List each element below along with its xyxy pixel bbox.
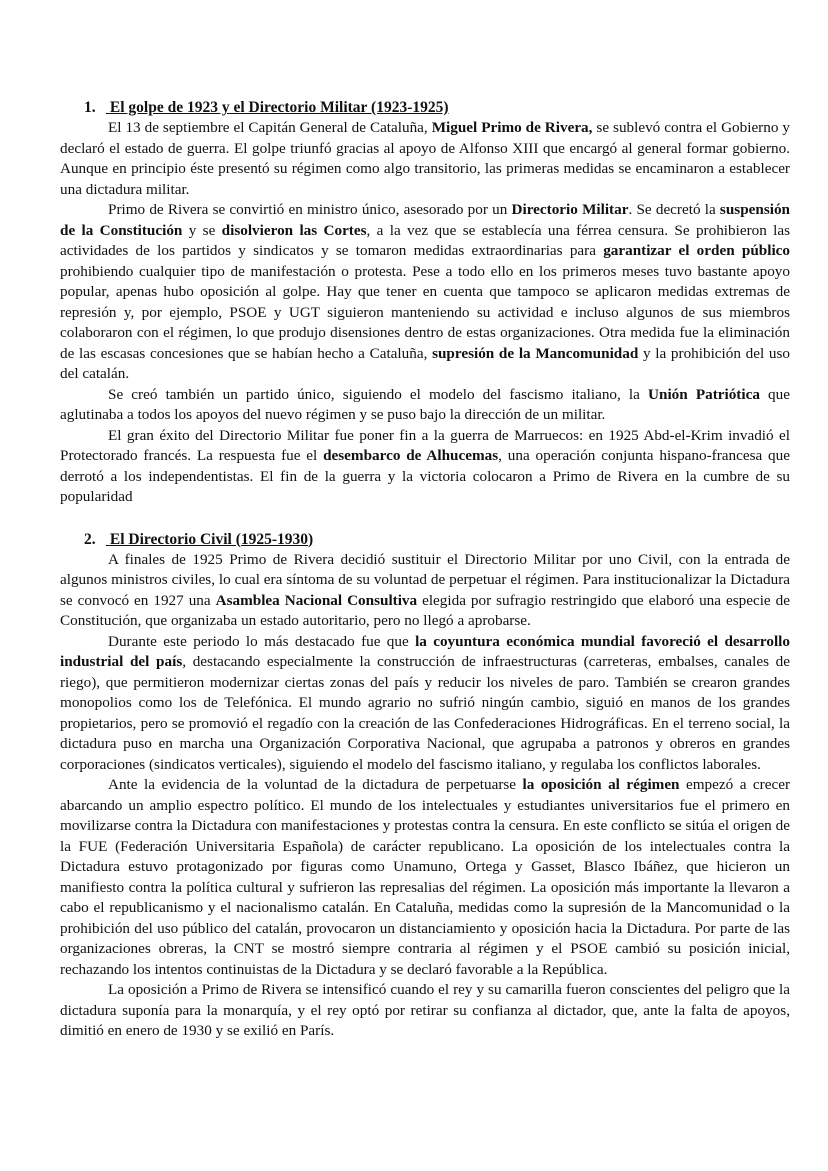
bold-text: Directorio Militar: [511, 201, 629, 218]
paragraph: [60, 426, 790, 508]
bold-text: Unión Patriótica: [648, 385, 760, 403]
bold-text: desembarco de Alhucemas: [323, 447, 499, 464]
section-title: El Directorio Civil (1925-1930): [109, 530, 314, 548]
text-run: elegida por sufragio restringido que elaboró una especie de Constitución, que organizaba un estado autoritario, pero no llegó a aprobarse.: [60, 591, 790, 629]
text-run: empezó a crecer abarcando un amplio espectro político. El mundo de los intelectuales y estudiantes universitarios fue el primero en movilizarse contra la Dictadura con manifestaciones y protestas contra la censura. En este conflicto se sitúa el origen de la FUE (Federación Universitaria Española) de carácter republicano. La oposición de los intelectuales contra la Dictadura estuvo protagonizado por figuras como Unamuno, Ortega y Gasset, Blasco Ibáñez, que hicieron un manifiesto contra la política cultural y sufrieron las represalias del régimen. La oposición más importante la llevaron a cabo el republicanismo y el nacionalismo catalán. En Cataluña, medidas como la supresión de la Mancomunidad o la prohibición del uso público del catalán, provocaron un distanciamiento y oposición hacia la Dictadura. Por parte de las organizaciones obreras, la CNT se mostró siempre contraria al régimen y el PSOE cambió su posición inicial, rechazando los intentos continuistas de la Dictadura y se declaró favorable a la República.: [60, 776, 791, 978]
text-run: Durante este periodo lo más destacado fue que: [108, 632, 416, 650]
text-run: prohibiendo cualquier tipo de manifestación o protesta. Pese a todo ello en los primeros meses tuvo bastante apoyo popular, apenas hubo oposición al golpe. Hay que tener en cuenta que tampoco se aplicaron medidas extremas de represión y, por ejemplo, PSOE y UGT siguieron manteniendo su actividad e incluso algunos de sus miembros colaboraron con el régimen, lo que produjo disensiones dentro de estas organizaciones. Otra medida fue la eliminación de las escasas concesiones que se habían hecho a Cataluña,: [60, 262, 790, 362]
bold-text: disolvieron las Cortes: [221, 221, 367, 239]
section-heading: [84, 530, 790, 550]
text-run: El gran éxito del Directorio Militar fue poner fin a la guerra de Marruecos: en 1925 Abd-el-Krim invadió el Protectorado francés. La respuesta fue el: [60, 426, 790, 464]
bold-text: la oposición al régimen: [522, 776, 680, 793]
section-1: [60, 98, 790, 508]
section-title: El golpe de 1923 y el Directorio Militar (1923-1925): [109, 99, 449, 116]
text-run: y la prohibición del uso del catalán.: [60, 344, 790, 382]
paragraph: [60, 632, 790, 776]
text-run: El 13 de septiembre el Capitán General de Cataluña,: [108, 119, 432, 136]
bold-text: suspensión de la Constitución: [60, 201, 790, 239]
paragraph: [60, 775, 790, 980]
text-run: se sublevó contra el Gobierno y declaró el estado de guerra. El golpe triunfó gracias al apoyo de Alfonso XIII que encargó al general formar gobierno. Aunque en principio éste presentó su régimen como algo transitorio, las primeras medidas se encaminaron a establecer una dictadura militar.: [60, 119, 790, 198]
section-body: [60, 550, 790, 1042]
bold-text: Miguel Primo de Rivera,: [431, 119, 593, 136]
paragraph: [60, 200, 790, 385]
text-run: A finales de 1925 Primo de Rivera decidió sustituir el Directorio Militar por uno Civil, con la entrada de algunos ministros civiles, lo cual era síntoma de su voluntad de perpetuar el régimen. Para institucionalizar la Dictadura se convocó en 1927 una: [60, 550, 790, 609]
bold-text: garantizar el orden público: [603, 242, 790, 259]
text-run: La oposición a Primo de Rivera se intensificó cuando el rey y su camarilla fueron conscientes del peligro que la dictadura suponía para la monarquía, y el rey optó por retirar su confianza al dictador, que, ante la falta de apoyos, dimitió en enero de 1930 y se exilió en París.: [60, 981, 790, 1039]
bold-text: Asamblea Nacional Consultiva: [215, 591, 418, 609]
text-run: , destacando especialmente la construcción de infraestructuras (carreteras, embalses, canales de riego), que permitieron modernizar ciertas zonas del país y reducir los niveles de paro. También se crearon grandes monopolios como los de Telefónica. El mundo agrario no sufrió ningún cambio, siguió en manos de los grandes propietarios, pero se promovió el regadío con la creación de las Confederaciones Hidrográficas. En el terreno social, la dictadura puso en marcha una Organización Corporativa Nacional, que agrupaba a patronos y obreros en grandes corporaciones (sindicatos verticales), siguiendo el modelo del fascismo italiano, y regulaba los conflictos laborales.: [60, 653, 790, 773]
paragraph: [60, 385, 790, 426]
document-page: [60, 98, 790, 1042]
text-run: , una operación conjunta hispano-francesa que derrotó a los independentistas. El fin de la guerra y la victoria colocaron a Primo de Rivera en la cumbre de su popularidad: [60, 447, 790, 505]
text-run: que aglutinaba a todos los apoyos del nuevo régimen y se puso bajo la dirección de un militar.: [60, 385, 790, 423]
text-run: y se: [182, 221, 222, 239]
text-run: , a la vez que se establecía una férrea censura. Se prohibieron las actividades de los partidos y sindicatos y se tomaron medidas extraordinarias para: [60, 221, 791, 259]
text-run: Se creó también un partido único, siguiendo el modelo del fascismo italiano, la: [108, 385, 649, 403]
bold-text: supresión de la Mancomunidad: [432, 344, 639, 362]
paragraph: [60, 980, 790, 1042]
section-body: [60, 118, 790, 508]
bold-text: la coyuntura económica mundial favoreció el desarrollo industrial del país: [60, 632, 790, 670]
section-number: 1.: [84, 99, 96, 116]
section-heading: [84, 98, 790, 118]
text-run: Ante la evidencia de la voluntad de la dictadura de perpetuarse: [108, 776, 523, 793]
section-number: 2.: [84, 530, 96, 548]
text-run: Primo de Rivera se convirtió en ministro único, asesorado por un: [108, 201, 512, 218]
paragraph: [60, 550, 790, 632]
section-2: [60, 530, 790, 1042]
text-run: . Se decretó la: [628, 201, 720, 218]
paragraph: [60, 118, 790, 200]
